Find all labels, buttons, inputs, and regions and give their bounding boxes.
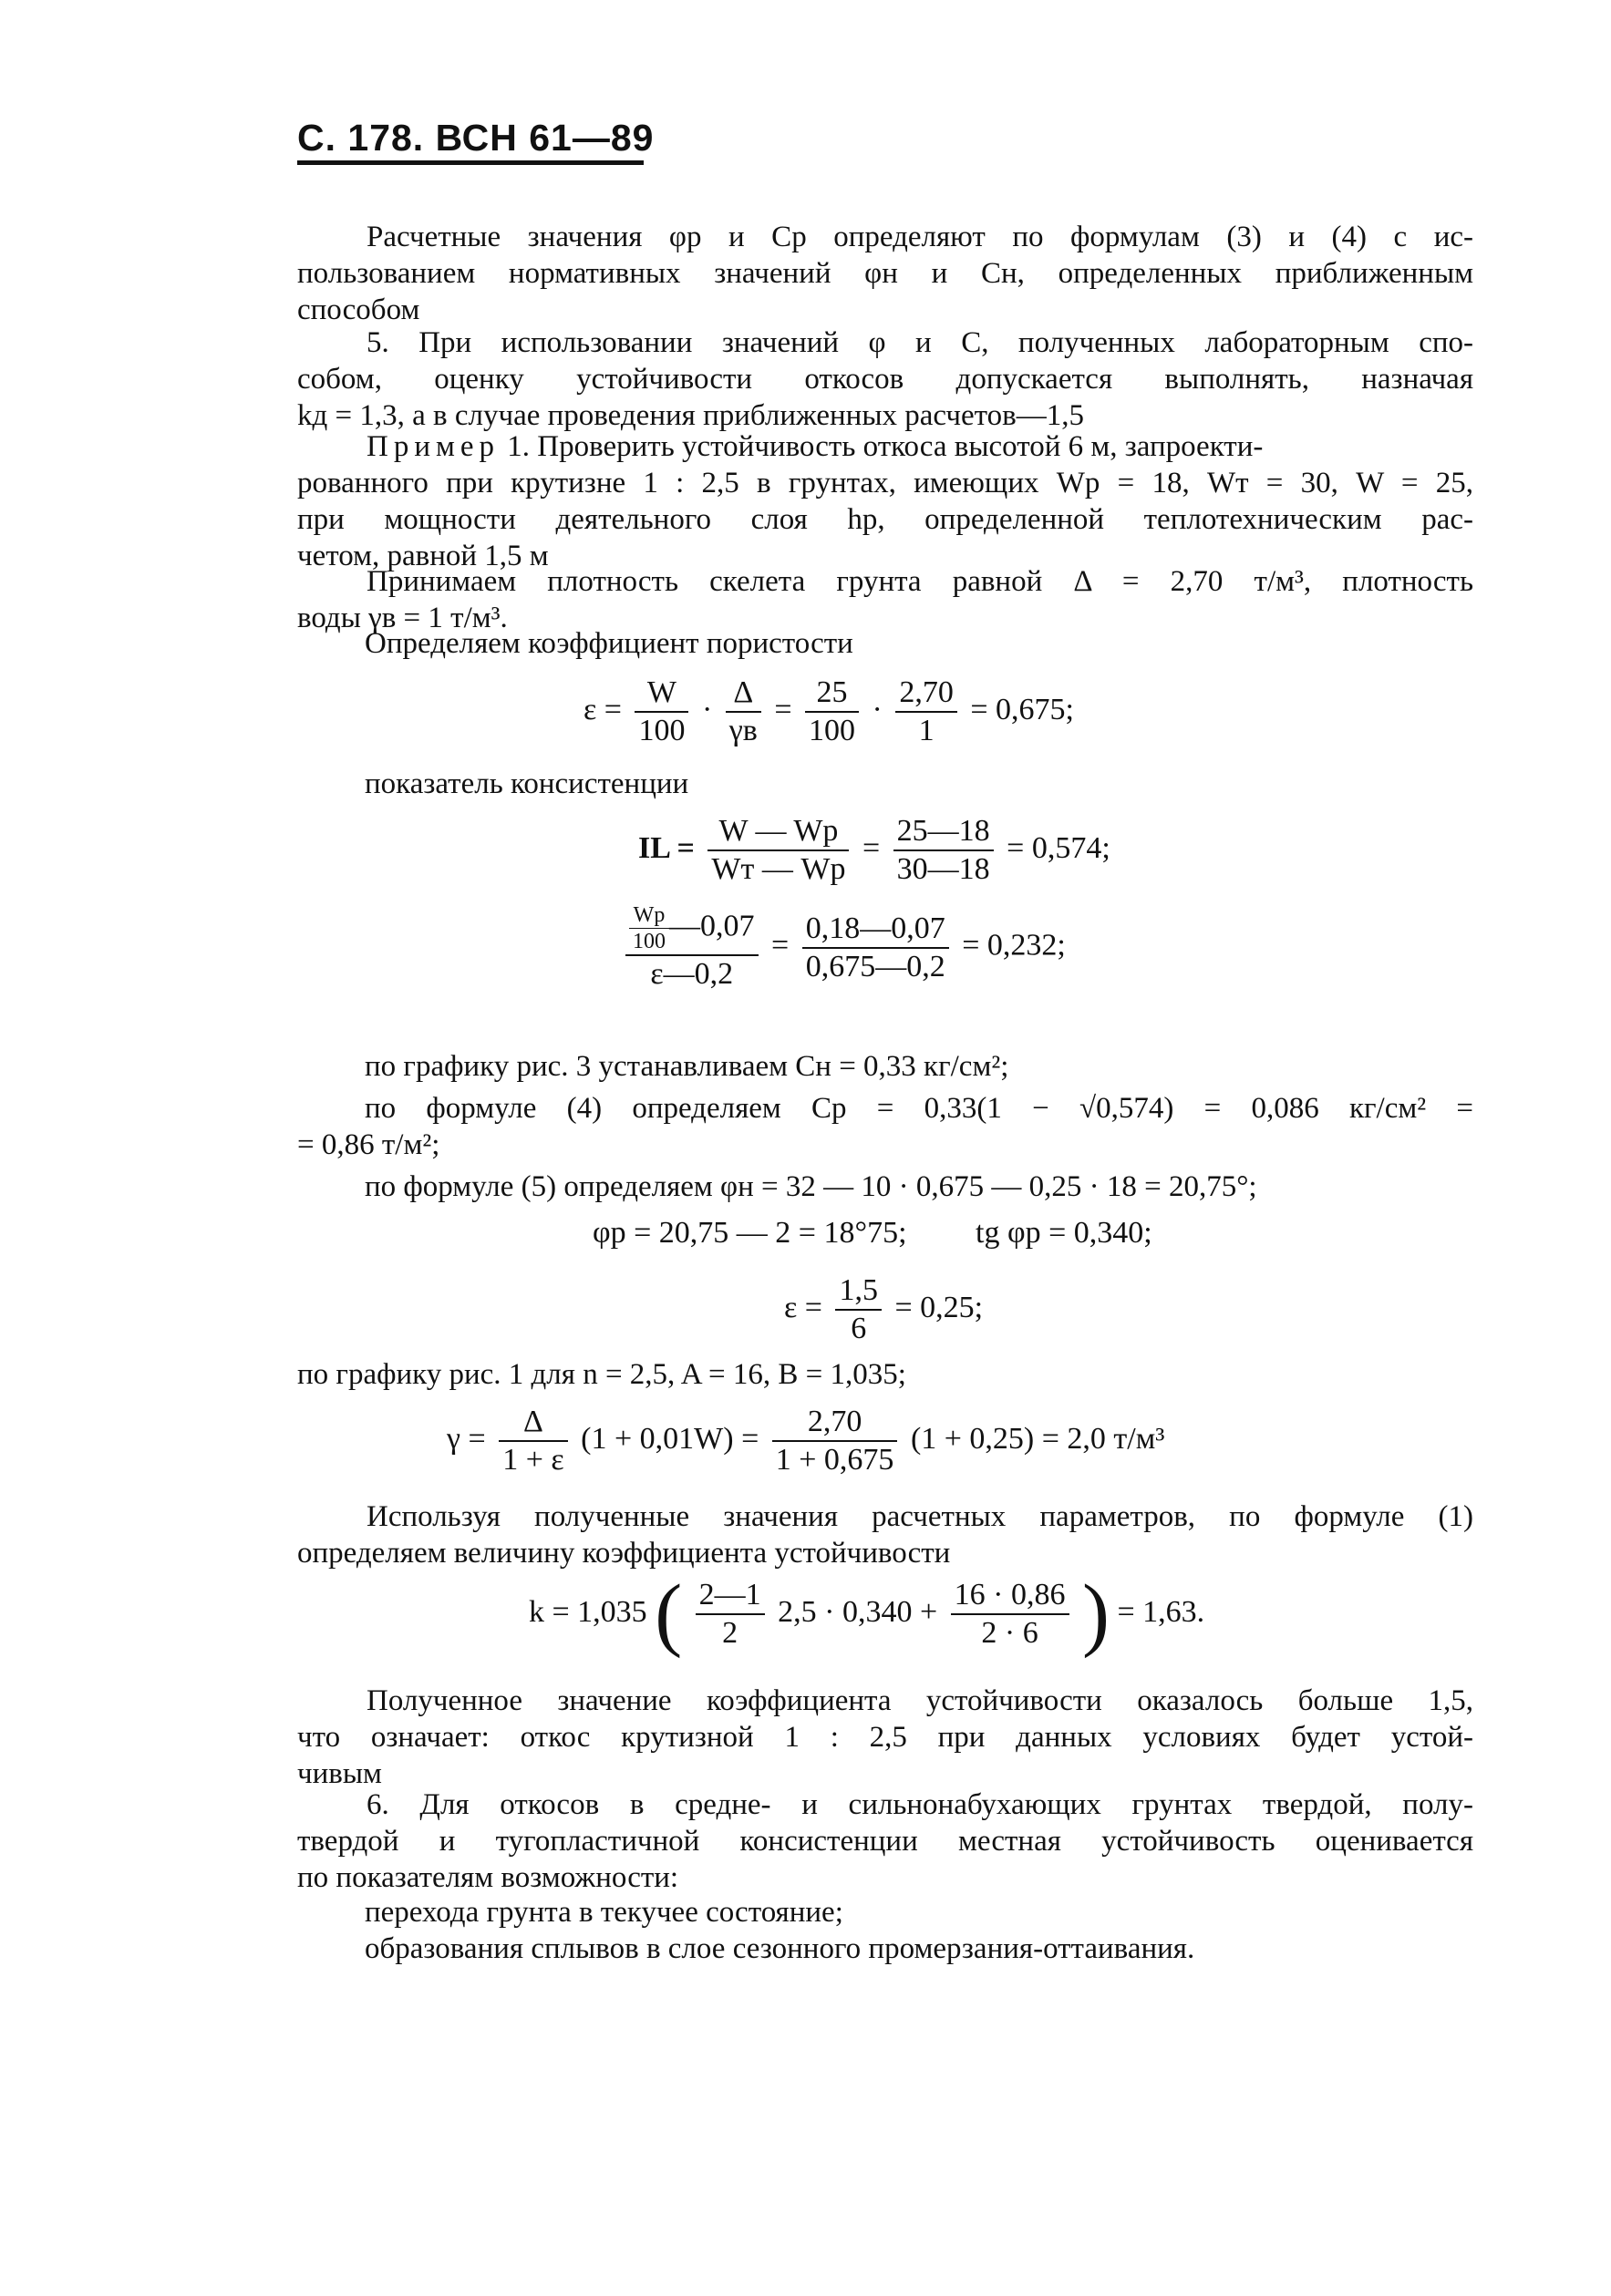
- text-line: = 0,86 т/м²;: [297, 1128, 440, 1161]
- fraction: [726, 674, 761, 749]
- list-item-fluid-state: перехода грунта в текучее состояние;: [365, 1896, 843, 1929]
- numerator: 2—1: [696, 1577, 765, 1615]
- text-line: 5. При использовании значений φ и C, полученных лабораторным спо-: [367, 326, 1473, 359]
- text-line: рованного при крутизне 1 : 2,5 в грунтах, имеющих Wр = 18, Wт = 30, W = 25,: [297, 467, 1473, 499]
- numerator: Wр: [629, 902, 669, 929]
- operator: =: [862, 830, 881, 865]
- formula-result: = 0,232;: [962, 928, 1066, 963]
- text-line: определяем величину коэффициента устойчивости: [297, 1537, 951, 1570]
- text-line: способом: [297, 293, 420, 326]
- fraction: [772, 1404, 898, 1478]
- fraction: [707, 813, 849, 888]
- formula-result: = 0,675;: [970, 692, 1074, 726]
- formula-ratio: [620, 902, 1066, 993]
- text-line: Принимаем плотность скелета грунта равной Δ = 2,70 т/м³, плотность: [367, 565, 1473, 598]
- formula-phi-p: φр = 20,75 — 2 = 18°75;: [593, 1216, 907, 1250]
- paragraph-cohesion-graph: по графику рис. 3 устанавливаем Cн = 0,33 кг/см²;: [365, 1050, 1009, 1083]
- numerator: 25—18: [893, 813, 994, 851]
- denominator: 1 + ε: [502, 1443, 564, 1477]
- paragraph-consistency-intro: показатель консистенции: [365, 767, 689, 800]
- denominator: ε—0,2: [650, 957, 734, 991]
- formula-middle: 2,5 · 0,340 +: [778, 1594, 938, 1629]
- numerator: 25: [805, 674, 859, 713]
- operator: ·: [872, 692, 883, 726]
- text-line: собом, оценку устойчивости откосов допускается выполнять, назначая: [297, 363, 1473, 396]
- small-fraction: [629, 902, 669, 954]
- formula-lhs: ε =: [784, 1290, 822, 1324]
- fraction: [635, 674, 688, 749]
- numerator: 2,70: [895, 674, 957, 713]
- text-line: kд = 1,3, а в случае проведения приближенных расчетов—1,5: [297, 399, 1084, 432]
- text-line: чивым: [297, 1757, 382, 1790]
- denominator: 1 + 0,675: [775, 1443, 894, 1477]
- paragraph-item-6: [297, 1786, 1473, 1896]
- text-line: 6. Для откосов в средне- и сильнонабухающих грунтах твердой, полу-: [367, 1788, 1473, 1821]
- operator: =: [771, 928, 790, 963]
- numerator: 2,70: [772, 1404, 898, 1442]
- formula-gamma: [447, 1404, 1164, 1478]
- formula-result: = 0,25;: [894, 1290, 984, 1324]
- operator: =: [774, 692, 792, 726]
- text-line: при мощности деятельного слоя hр, определенной теплотехническим рас-: [297, 503, 1473, 536]
- compound-fraction: [625, 902, 759, 993]
- operator: ·: [701, 692, 713, 726]
- paragraph-example-1: [297, 428, 1473, 574]
- denominator: γв: [728, 714, 758, 747]
- denominator: 1: [918, 714, 935, 747]
- paragraph-conclusion: [297, 1683, 1473, 1792]
- right-parenthesis: ): [1082, 1569, 1110, 1659]
- text-line: что означает: откос крутизной 1 : 2,5 при данных условиях будет устой-: [297, 1721, 1473, 1754]
- numerator: Δ: [726, 674, 761, 713]
- fraction: [802, 911, 949, 985]
- paragraph-stability-calc: [297, 1498, 1473, 1571]
- denominator: 6: [851, 1312, 867, 1345]
- numerator: [625, 902, 759, 956]
- formula-lhs: ε =: [583, 692, 622, 726]
- formula-middle: (1 + 0,01W) =: [581, 1421, 759, 1456]
- paragraph-formula-4: [297, 1090, 1473, 1163]
- paragraph-calc-values: [297, 219, 1473, 328]
- numerator: 16 · 0,86: [951, 1577, 1069, 1615]
- formula-result: = 0,574;: [1007, 830, 1110, 865]
- numerator: Δ: [499, 1404, 567, 1442]
- paragraph-formula-5: по формуле (5) определяем φн = 32 — 10 · 0,675 — 0,25 · 18 = 20,75°;: [365, 1170, 1257, 1203]
- text-line: воды γв = 1 т/м³.: [297, 602, 508, 634]
- formula-result: = 1,63.: [1117, 1594, 1205, 1629]
- formula-consistency-index: [638, 813, 1110, 888]
- numerator: 1,5: [835, 1272, 882, 1311]
- text-line: по формуле (4) определяем Cр = 0,33(1 − √0,574) = 0,086 кг/см² =: [365, 1092, 1473, 1125]
- formula-lhs: γ =: [447, 1421, 486, 1456]
- fraction: [499, 1404, 567, 1478]
- fraction: [893, 813, 994, 888]
- formula-eps2: [784, 1272, 983, 1347]
- formula-lhs: k = 1,035: [529, 1594, 647, 1629]
- denominator: 100: [638, 714, 686, 747]
- example-label: Пример: [367, 430, 501, 463]
- formula-porosity: [583, 674, 1074, 749]
- denominator: 30—18: [896, 852, 990, 886]
- paragraph-porosity-intro: Определяем коэффициент пористости: [365, 627, 853, 660]
- text-line: четом, равной 1,5 м: [297, 540, 549, 572]
- left-parenthesis: (: [655, 1569, 683, 1659]
- text-line: твердой и тугопластичной консистенции местная устойчивость оценивается: [297, 1825, 1473, 1858]
- formula-stability-coefficient: [529, 1569, 1205, 1659]
- text-line: по показателям возможности:: [297, 1861, 679, 1894]
- text-line: Используя полученные значения расчетных параметров, по формуле (1): [367, 1500, 1473, 1533]
- page-header: С. 178. ВСН 61—89: [297, 117, 655, 159]
- denominator: 100: [633, 930, 666, 953]
- paragraph-item-5: [297, 324, 1473, 434]
- fraction: [951, 1577, 1069, 1652]
- formula-result: (1 + 0,25) = 2,0 т/м³: [910, 1421, 1165, 1456]
- example-first-line: 1. Проверить устойчивость откоса высотой 6 м, запроекти-: [500, 430, 1264, 463]
- numerator-rest: —0,07: [669, 909, 755, 943]
- fraction: [696, 1577, 765, 1652]
- fraction: [895, 674, 957, 749]
- denominator: 2 · 6: [981, 1616, 1038, 1650]
- denominator: Wт — Wр: [711, 852, 846, 886]
- denominator: 2: [722, 1616, 738, 1650]
- denominator: 100: [809, 714, 856, 747]
- text-line: пользованием нормативных значений φн и Cн, определенных приближенным: [297, 257, 1473, 290]
- text-line: Расчетные значения φр и Cр определяют по формулам (3) и (4) с ис-: [367, 221, 1473, 253]
- formula-lhs: IL =: [638, 830, 695, 865]
- denominator: 0,675—0,2: [805, 949, 945, 983]
- numerator: 0,18—0,07: [802, 911, 949, 949]
- fraction: [835, 1272, 882, 1347]
- numerator: W: [635, 674, 688, 713]
- list-item-slumps: образования сплывов в слое сезонного промерзания-оттаивания.: [365, 1932, 1195, 1965]
- fraction: [805, 674, 859, 749]
- numerator: W — Wр: [707, 813, 849, 851]
- paragraph-graph-fig1: по графику рис. 1 для n = 2,5, A = 16, B = 1,035;: [297, 1358, 906, 1391]
- header-underline: [297, 160, 644, 165]
- text-line: Полученное значение коэффициента устойчивости оказалось больше 1,5,: [367, 1684, 1473, 1717]
- text-line: [297, 428, 1473, 465]
- formula-tg: tg φр = 0,340;: [976, 1216, 1152, 1250]
